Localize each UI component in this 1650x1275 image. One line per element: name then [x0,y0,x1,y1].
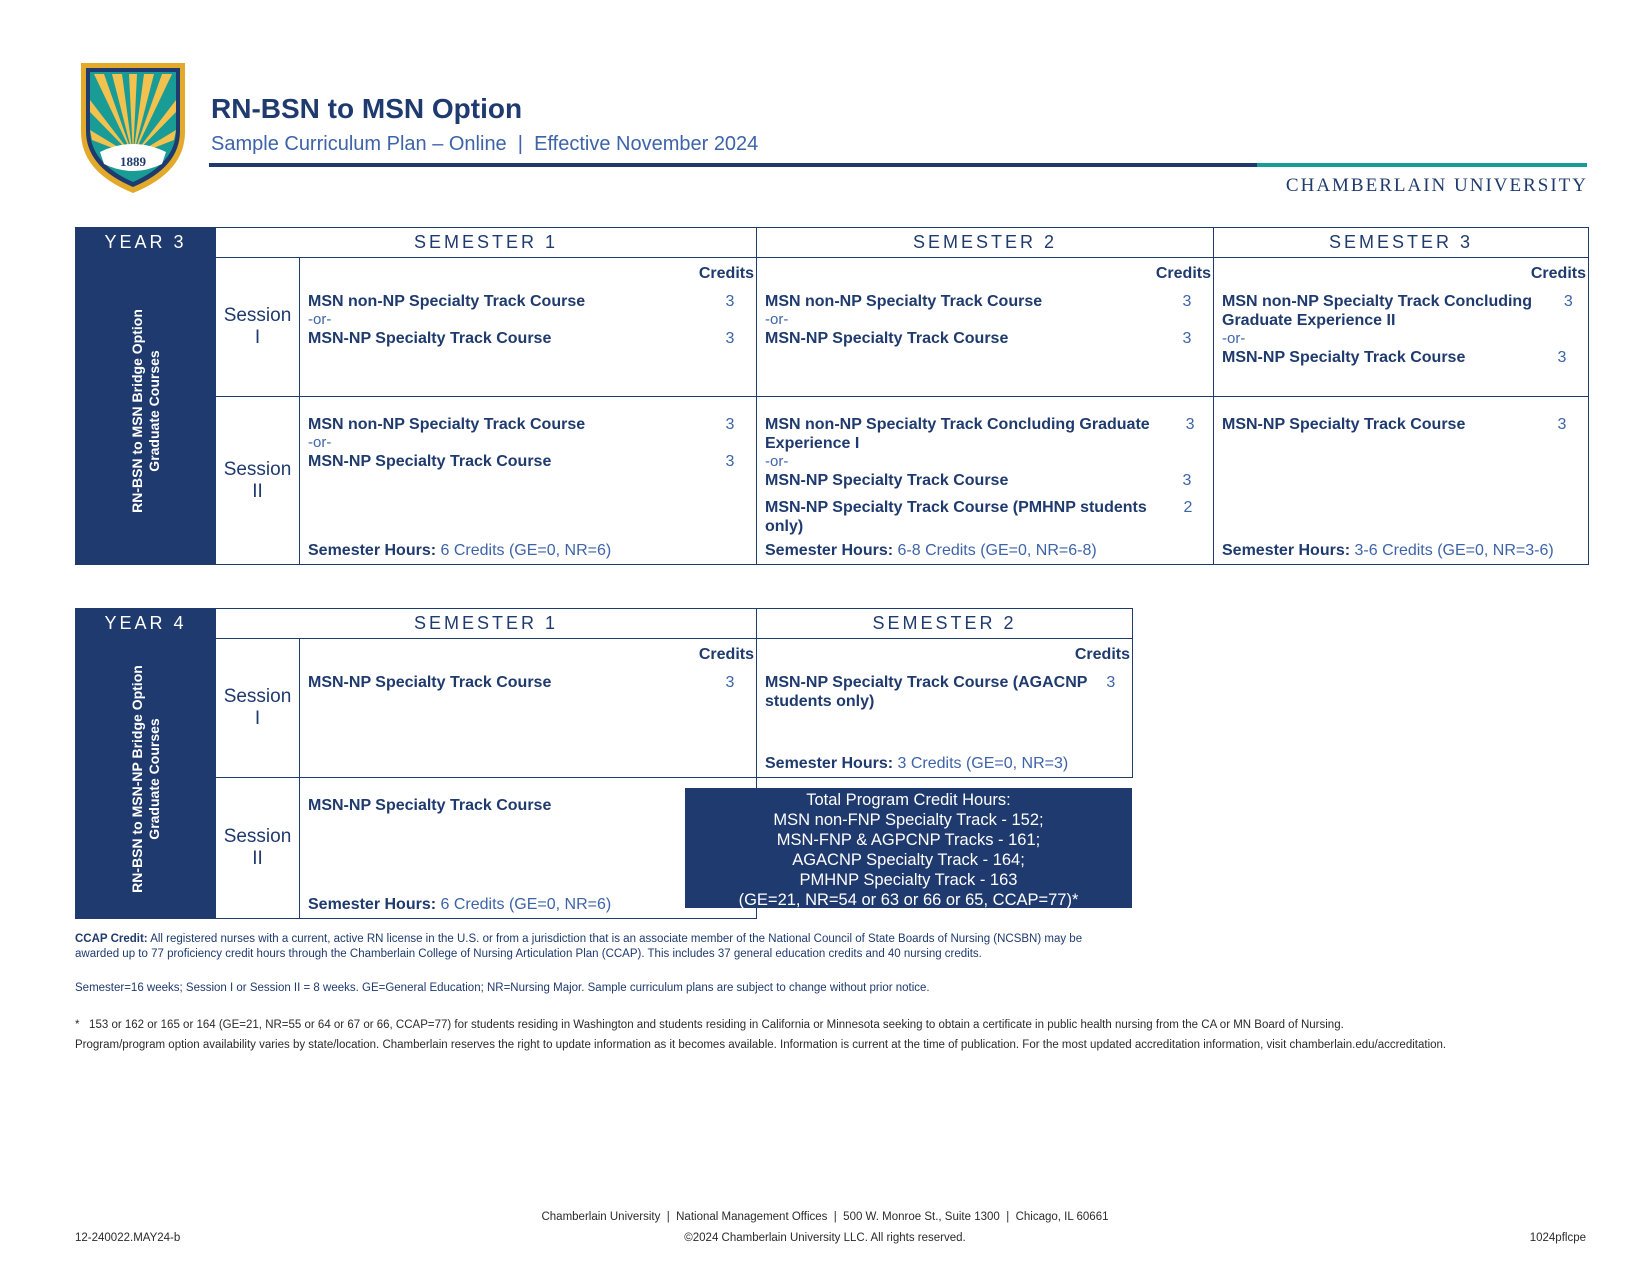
entry-gap [765,490,1207,498]
course-list [308,415,750,471]
semester-hours-value: 6-8 Credits (GE=0, NR=6-8) [897,542,1097,559]
semester-hours [308,896,611,914]
year3-sem2-session1-cell [757,258,1214,397]
or-separator: -or- [765,311,789,328]
course-entry [308,452,750,471]
course-list [765,673,1126,711]
course-entry [308,329,750,348]
course-list [308,673,750,692]
header-rule-teal [1257,163,1587,167]
ccap-label: CCAP Credit: [75,933,148,945]
semester-hours [765,542,1097,560]
semester-hours-value: 3-6 Credits (GE=0, NR=3-6) [1354,542,1554,559]
asterisk-footnote: * 153 or 162 or 165 or 164 (GE=21, NR=55 or 64 or 67 or 66, CCAP=77) for students residing in Washington and students residing in California or Minnesota seeking to obtain a certificate in public health nursing from the CA or MN Board of Nursing. [75,1019,1344,1031]
course-list [308,796,750,815]
course-credits: 3 [725,330,735,347]
year3-sem2-session2-cell [757,397,1214,565]
course-credits: 3 [1182,472,1192,489]
semester-hours-label: Semester Hours: [765,542,894,559]
year3-sidebar [76,258,216,565]
year3-sem1-session1-cell [300,258,757,397]
course-credits: 3 [725,416,735,433]
course-entry [765,415,1207,453]
credits-header: Credits [1074,646,1130,663]
course-list [765,415,1207,536]
year3-sem1-session2-cell [300,397,757,565]
year4-sidebar [76,639,216,919]
year3-curriculum-table [75,227,1589,565]
course-credits: 2 [1183,499,1193,516]
course-entry [765,498,1207,536]
year4-semester2-header: SEMESTER 2 [757,609,1133,639]
course-credits: 3 [1182,330,1192,347]
course-list [765,292,1207,348]
or-separator: -or- [765,453,789,470]
session-label-text: Session II [223,458,292,502]
semester-hours [308,542,611,560]
semester-hours [765,755,1068,773]
year4-session1-label [216,639,300,778]
year3-session2-label [216,397,300,565]
program-availability-note: Program/program option availability varies by state/location. Chamberlain reserves the right to update information as it becomes available. Information is current at the time of publication. For the most updated accreditation information, visit chamberlain.edu/accreditation. [75,1039,1447,1051]
course-entry [765,292,1207,311]
course-credits: 3 [1106,674,1116,691]
ccap-text: All registered nurses with a current, active RN license in the U.S. or from a jurisdiction that is an associate member of the National Council of State Boards of Nursing (NCSBN) may be awarded up to 77 proficiency credit hours through the Chamberlain College of Nursing Articulation Plan (CCAP). This includes 37 general education credits and 40 nursing credits. [75,933,1083,960]
course-name: MSN-NP Specialty Track Course [1222,349,1466,366]
year4-semester1-header: SEMESTER 1 [216,609,757,639]
course-entry [308,796,750,815]
course-credits: 3 [1557,349,1567,366]
course-name: MSN non-NP Specialty Track Course [308,416,586,433]
course-name: MSN-NP Specialty Track Course [308,674,552,691]
year4-label: YEAR 4 [76,609,216,639]
year3-sidebar-line2: Graduate Courses [146,350,162,472]
year3-label: YEAR 3 [76,228,216,258]
crest-year: 1889 [120,154,146,169]
course-list [1222,292,1582,367]
year3-semester2-header: SEMESTER 2 [757,228,1214,258]
year4-sidebar-line2: Graduate Courses [146,717,162,840]
course-entry [308,415,750,434]
session-label-text: Session I [223,305,292,348]
semester-hours-label: Semester Hours: [765,755,894,772]
semester-hours-label: Semester Hours: [308,896,437,913]
year4-sem1-session1-cell [300,639,757,778]
course-entry [1222,348,1582,367]
course-name: MSN-NP Specialty Track Course [308,330,552,347]
year3-sem3-session2-cell [1214,397,1589,565]
footer-code: 1024pflcpe [1529,1232,1586,1244]
course-entry [308,292,750,311]
course-name: MSN-NP Specialty Track Course (AGACNP students only) [765,674,1088,710]
footer-document-id: 12-240022.MAY24-b [75,1232,181,1244]
semester-hours-value: 3 Credits (GE=0, NR=3) [897,755,1069,772]
year3-semester3-header: SEMESTER 3 [1214,228,1589,258]
course-entry [765,329,1207,348]
course-credits: 3 [725,674,735,691]
course-entry [308,673,750,692]
total-line: (GE=21, NR=54 or 63 or 66 or 65, CCAP=77)* [738,891,1079,909]
total-program-credit-hours-box [685,788,1132,908]
course-name: MSN-NP Specialty Track Course [765,472,1009,489]
course-name: MSN-NP Specialty Track Course [308,797,552,814]
course-credits: 3 [1185,416,1195,433]
session-label-text: Session I [223,686,292,729]
header-rule-navy [209,163,1257,167]
course-entry [765,471,1207,490]
credits-header: Credits [698,265,754,282]
year4-session2-label [216,778,300,919]
page-subtitle: Sample Curriculum Plan – Online | Effective November 2024 [211,133,759,155]
course-credits: 3 [1182,293,1192,310]
or-separator: -or- [308,434,332,451]
footer-copyright: ©2024 Chamberlain University LLC. All rights reserved. [684,1232,966,1244]
course-entry [1222,415,1582,434]
session-label-text: Session II [223,826,292,869]
course-list [1222,415,1582,434]
total-line: PMHNP Specialty Track - 163 [799,871,1018,889]
year3-semester1-header: SEMESTER 1 [216,228,757,258]
course-name: MSN non-NP Specialty Track Concluding Graduate Experience I [765,416,1150,452]
course-credits: 3 [725,453,735,470]
year3-sidebar-line1: RN-BSN to MSN Bridge Option [129,309,145,513]
year3-session1-label [216,258,300,397]
chamberlain-crest-logo [78,60,188,196]
course-list [308,292,750,348]
total-line: AGACNP Specialty Track - 164; [792,851,1025,869]
total-line: MSN non-FNP Specialty Track - 152; [773,811,1044,829]
ccap-credit-note [75,932,1115,962]
course-name: MSN-NP Specialty Track Course [765,330,1009,347]
course-credits: 3 [725,293,735,310]
course-name: MSN non-NP Specialty Track Course [765,293,1043,310]
course-credits: 3 [1563,293,1573,310]
total-line: MSN-FNP & AGPCNP Tracks - 161; [776,831,1041,849]
credits-header: Credits [1530,265,1586,282]
course-name: MSN non-NP Specialty Track Concluding Graduate Experience II [1222,293,1532,329]
semester-hours-value: 6 Credits (GE=0, NR=6) [440,542,612,559]
year4-sidebar-line1: RN-BSN to MSN-NP Bridge Option [129,664,145,893]
semester-hours-label: Semester Hours: [1222,542,1351,559]
course-name: MSN non-NP Specialty Track Course [308,293,586,310]
year4-sem2-session1-cell [757,639,1133,778]
footer-address: Chamberlain University | National Management Offices | 500 W. Monroe St., Suite 1300 | Chicago, IL 60661 [541,1211,1109,1223]
semester-hours-value: 6 Credits (GE=0, NR=6) [440,896,612,913]
total-line: Total Program Credit Hours: [806,791,1011,809]
semester-definition-note: Semester=16 weeks; Session I or Session II = 8 weeks. GE=General Education; NR=Nursing Major. Sample curriculum plans are subject to change without prior notice. [75,982,930,994]
semester-hours-label: Semester Hours: [308,542,437,559]
credits-header: Credits [698,646,754,663]
course-name: MSN-NP Specialty Track Course [308,453,552,470]
credits-header: Credits [1155,265,1211,282]
course-entry [1222,292,1582,330]
year3-sem3-session1-cell [1214,258,1589,397]
or-separator: -or- [1222,330,1246,347]
course-name: MSN-NP Specialty Track Course [1222,416,1466,433]
page-title: RN-BSN to MSN Option [211,93,523,124]
course-name: MSN-NP Specialty Track Course (PMHNP students only) [765,499,1147,535]
course-entry [765,673,1126,711]
or-separator: -or- [308,311,332,328]
brand-wordmark: CHAMBERLAIN UNIVERSITY [1285,175,1588,196]
semester-hours [1222,542,1554,560]
course-credits: 3 [1557,416,1567,433]
